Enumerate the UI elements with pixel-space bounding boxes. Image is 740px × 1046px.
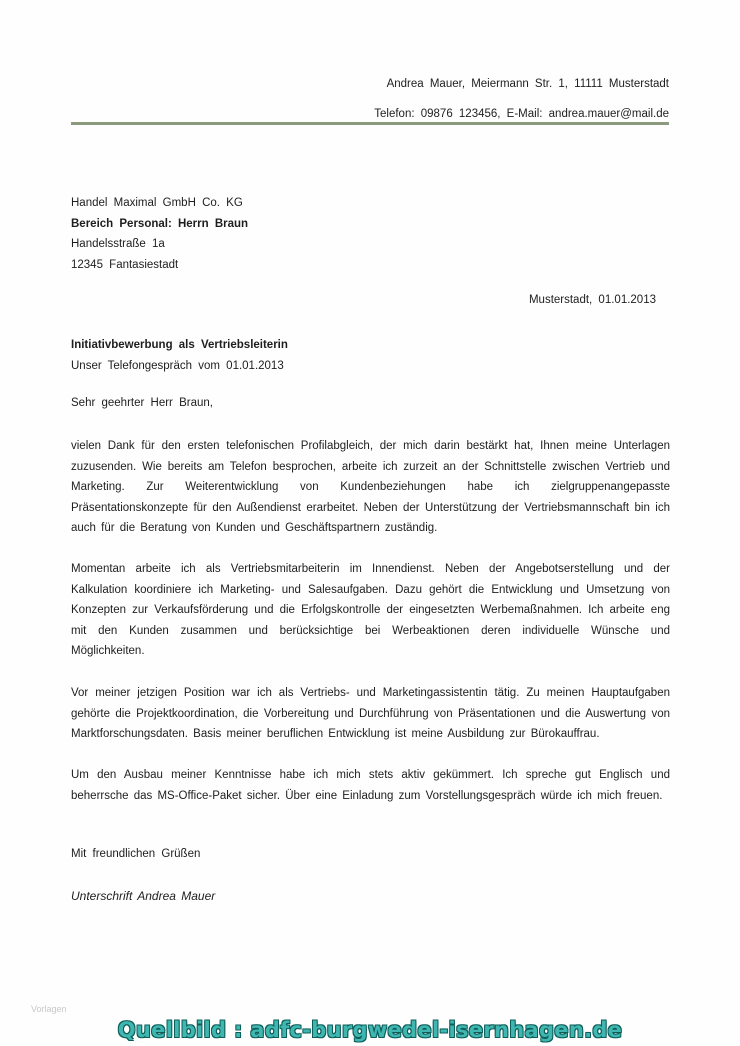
salutation: Sehr geehrter Herr Braun, — [71, 397, 213, 409]
sender-block — [374, 77, 669, 122]
subject-reference: Unser Telefongespräch vom 01.01.2013 — [71, 359, 284, 372]
signature: Unterschrift Andrea Mauer — [71, 889, 216, 903]
recipient-city: 12345 Fantasiestadt — [71, 258, 179, 271]
recipient-company: Handel Maximal GmbH Co. KG — [71, 197, 243, 209]
recipient-street: Handelsstraße 1a — [71, 238, 165, 250]
body-paragraph: vielen Dank für den ersten telefonischen Profilabgleich, der mich darin bestärkt hat, Ihnen meine Unterlagen zuzusenden. Wie bereits am Telefon besprochen, arbeite ich zurzeit an der Schnittstelle zwischen Vertrieb und Marketing. Zur Weiterentwicklung von Kundenbeziehungen habe ich zielgruppenangepasste Präsentationskonzepte für den Außendienst erarbeitet. Neben der Unterstützung der Vertriebsmannschaft bin ich auch für die Beratung von Kunden und Geschäftspartnern zuständig. — [71, 440, 670, 535]
recipient-block — [71, 193, 248, 275]
source-caption: Quellbild : adfc-burgwedel-isernhagen.de — [117, 1018, 623, 1042]
body-paragraph: Vor meiner jetzigen Position war ich als Vertriebs- und Marketingassistentin tätig. Zu meinen Hauptaufgaben gehörte die Projektkoordination, die Vorbereitung und Durchführung von Präsentationen und die Auswertung von Marktforschungsdaten. Basis meiner beruflichen Entwicklung ist meine Ausbildung zur Bürokauffrau. — [71, 687, 670, 741]
watermark: Vorlagen — [31, 1004, 67, 1014]
sender-address: Andrea Mauer, Meiermann Str. 1, 11111 Musterstadt — [386, 78, 669, 90]
header-divider — [71, 122, 669, 125]
closing-phrase: Mit freundlichen Grüßen — [71, 848, 201, 860]
body-paragraph: Um den Ausbau meiner Kenntnisse habe ich mich stets aktiv gekümmert. Ich spreche gut Englisch und beherrsche das MS-Office-Paket sicher. Über eine Einladung zum Vorstellungsgespräch würde ich mich freuen. — [71, 769, 670, 802]
letter-date: Musterstadt, 01.01.2013 — [528, 294, 656, 306]
sender-contact: Telefon: 09876 123456, E-Mail: andrea.mauer@mail.de — [374, 108, 669, 120]
body-paragraph: Momentan arbeite ich als Vertriebsmitarbeiterin im Innendienst. Neben der Angebotserstellung und der Kalkulation koordiniere ich Marketing- und Salesaufgaben. Dazu gehört die Entwicklung und Umsetzung von Konzepten zur Verkaufsförderung und die Erfolgskontrolle der eingesetzten Werbemaßnahmen. Ich arbeite eng mit den Kunden zusammen und berücksichtige bei Werbeaktionen deren individuelle Wünsche und Möglichkeiten. — [71, 563, 670, 658]
recipient-department: Bereich Personal: Herrn Braun — [71, 217, 249, 230]
subject-title: Initiativbewerbung als Vertriebsleiterin — [71, 339, 288, 351]
subject-block — [71, 335, 288, 376]
